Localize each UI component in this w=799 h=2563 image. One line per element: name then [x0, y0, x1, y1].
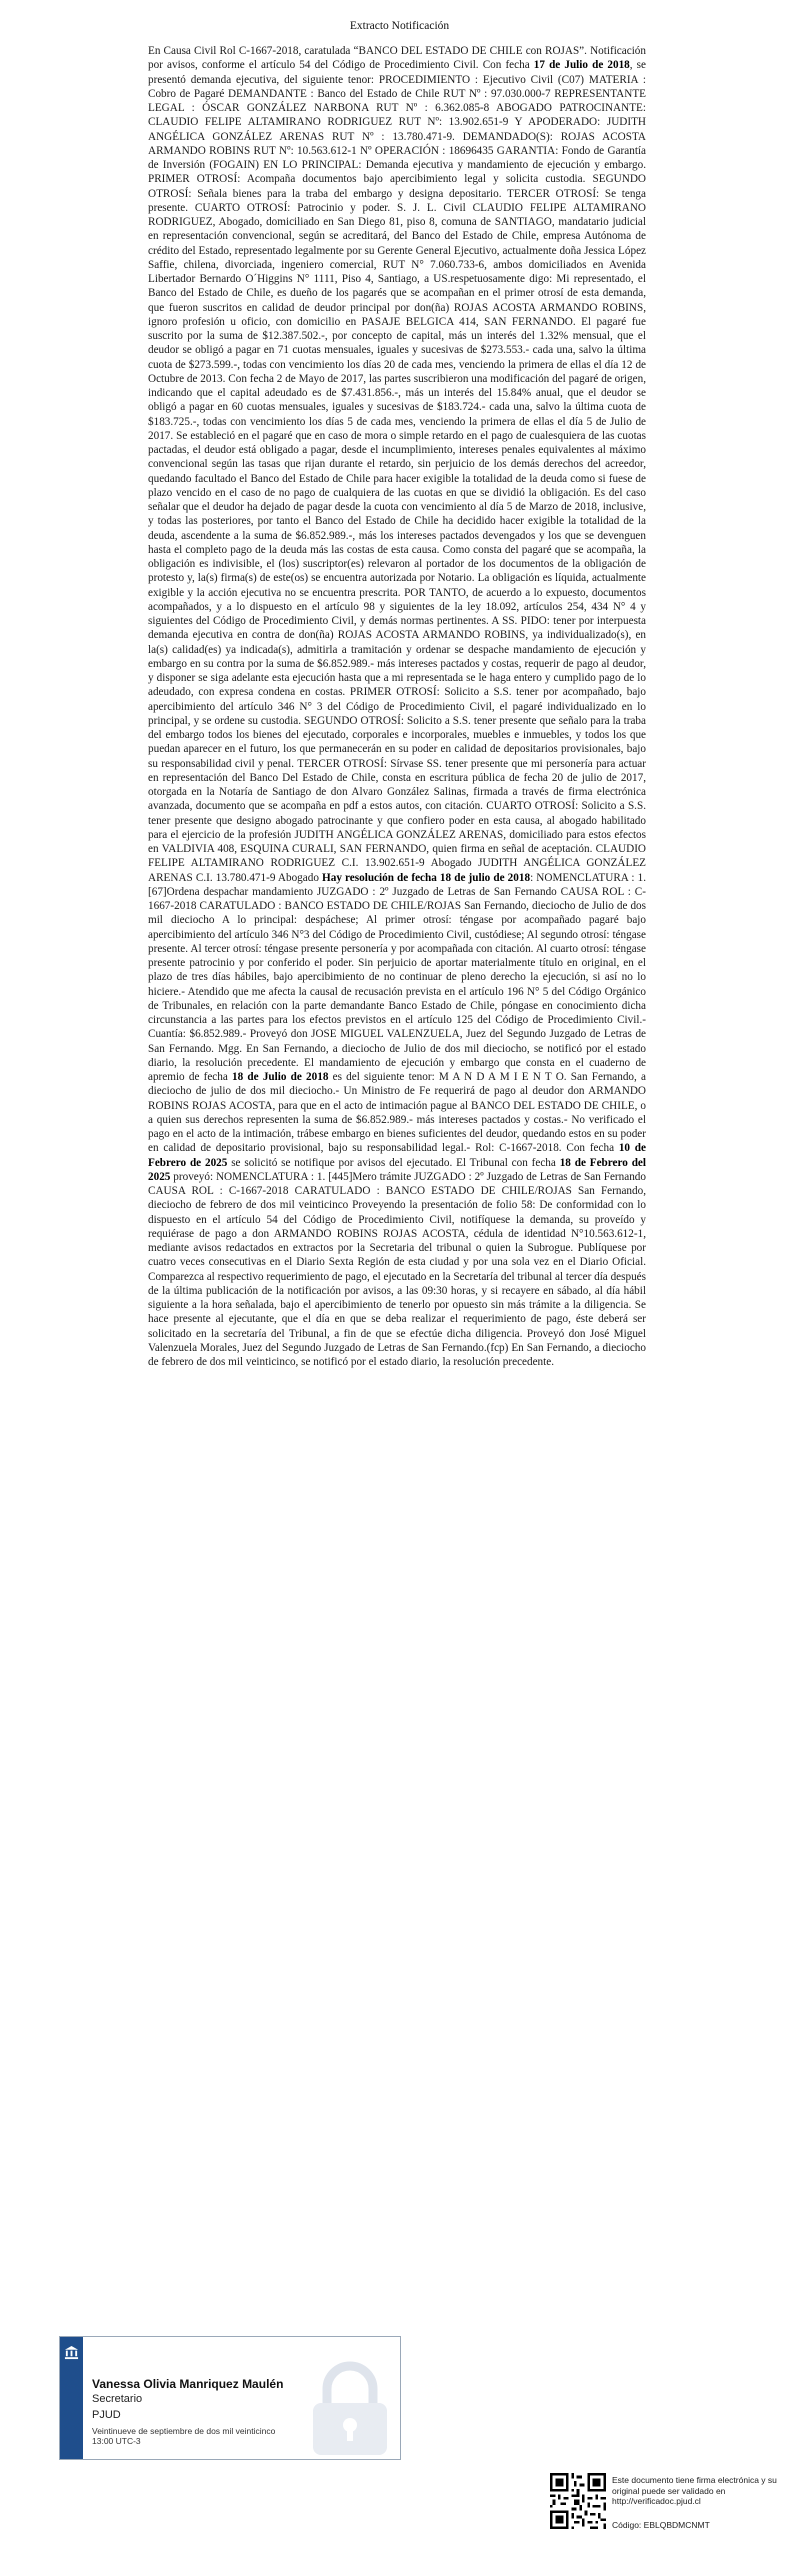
date-highlight: 10 de Febrero de 2025: [148, 1142, 646, 1169]
text-segment: proveyó: NOMENCLATURA : 1. [445]Mero trámite JUZGADO : 2º Juzgado de Letras de San Fernando CAUSA ROL : C-1667-2018 CARATULADO : BANCO ESTADO DE CHILE/ROJAS San Fernando, dieciocho de febrero de dos mil veinticinco Proveyendo la presentación de folio 58: De conformidad con lo dispuesto en el artículo 54 del Código de Procedimiento Civil, notifíquese la demanda, su proveído y requiérase de pago a don ARMANDO ROBINS ROJAS ACOSTA, cédula de identidad N°10.563.612-1, mediante avisos redactados en extractos por la Secretaria del tribunal o quien la Subrogue. Publíquese por cuatro veces consecutivas en el Diario Sexta Región de esta ciudad y por una sola vez en el Diario Oficial. Comparezca al respectivo requerimiento de pago, el ejecutado en la Secretaría del tribunal al tercer día después de la última publicación de la notificación por avisos, a las 09:30 horas, y si recayere en sábado, al día hábil siguiente a la hora señalada, bajo el apercibimiento de tenerlo por opuesto sin más trámite a la diligencia. Se hace presente al ejecutante, que el día en que se deba realizar el requerimiento de pago, éste deberá ser solicitado en la secretaría del Tribunal, a fin de que se efectúe dicha diligencia. Proveyó don José Miguel Valenzuela Morales, Juez del Segundo Juzgado de Letras de San Fernando.(fcp) En San Fernando, a dieciocho de febrero de dos mil veinticinco, se notificó por el estado diario, la resolución precedente.: [148, 1170, 646, 1368]
signature-datetime: Veintinueve de septiembre de dos mil veinticinco 13:00 UTC-3: [92, 2426, 276, 2446]
date-highlight: 17 de Julio de 2018: [533, 59, 630, 72]
text-segment: En Causa Civil Rol C-1667-2018, caratulada “BANCO DEL ESTADO DE CHILE con ROJAS”. Notificación por avisos, conforme el artículo 54 del Código de Procedimiento Civil. Con fecha: [148, 45, 646, 72]
resolution-highlight: Hay resolución de fecha 18 de julio de 2018: [322, 871, 531, 884]
text-segment: es del siguiente tenor: M A N D A M I E N T O. San Fernando, a dieciocho de julio de dos mil dieciocho.- Un Ministro de Fe requerirá de pago al deudor don ARMANDO ROBINS ROJAS ACOSTA, para que en el acto de intimación pague al BANCO DEL ESTADO DE CHILE, o a quien sus derechos representen la suma de $6.852.989.- más intereses pactados y costas.- No verificado el pago en el acto de la intimación, trábese embargo en bienes suficientes del deudor, quedando estos en su poder en calidad de depositario provisional, bajo su responsabilidad legal.- Rol: C-1667-2018. Con fecha: [148, 1071, 646, 1155]
courthouse-icon: [64, 2345, 79, 2360]
text-segment: , se presentó demanda ejecutiva, del siguiente tenor: PROCEDIMIENTO : Ejecutivo Civil (C07) MATERIA : Cobro de Pagaré DEMANDANTE : Banco del Estado de Chile RUT Nº : 97.030.000-7 REPRESENTANTE LEGAL : ÓSCAR GONZÁLEZ NARBONA RUT Nº : 6.362.085-8 ABOGADO PATROCINANTE: CLAUDIO FELIPE ALTAMIRANO RODRIGUEZ RUT Nº: 13.902.651-9 Y APODERADO: JUDITH ANGÉLICA GONZÁLEZ ARENAS RUT Nº : 13.780.471-9. DEMANDADO(S): ROJAS ACOSTA ARMANDO ROBINS RUT Nº: 10.563.612-1 Nº OPERACIÓN : 18696435 GARANTIA: Fondo de Garantía de Inversión (FOGAIN) EN LO PRINCIPAL: Demanda ejecutiva y mandamiento de ejecución y embargo. PRIMER OTROSÍ: Acompaña documentos bajo apercibimiento legal y solicita custodia. SEGUNDO OTROSÍ: Señala bienes para la traba del embargo y designa depositario. TERCER OTROSÍ: Se tenga presente. CUARTO OTROSÍ: Patrocinio y poder. S. J. L. Civil CLAUDIO FELIPE ALTAMIRANO RODRIGUEZ, Abogado, domiciliado en San Diego 81, piso 8, comuna de SANTIAGO, mandatario judicial en representación convencional, según se acreditará, del Banco del Estado de Chile, empresa Autónoma de crédito del Estado, representado legalmente por su Gerente General Ejecutivo, actualmente doña Jessica López Saffie, chilena, divorciada, ingeniero comercial, RUT N° 7.060.733-6, ambos domiciliados en Avenida Libertador Bernardo O´Higgins N° 1111, Piso 4, Santiago, a US.respetuosamente digo: Mi representado, el Banco del Estado de Chile, es dueño de los pagarés que se acompañan en el primer otrosí de esta demanda, que fueron suscritos en calidad de deudor principal por don(ña) ROJAS ACOSTA ARMANDO ROBINS, ignoro profesión u oficio, con domicilio en PASAJE BELGICA 414, SAN FERNANDO. El pagaré fue suscrito por la suma de $12.387.502.-, por concepto de capital, más un interés del 1.32% mensual, que el deudor se obligó a pagar en 71 cuotas mensuales, iguales y sucesivas de $273.553.- cada una, salvo la última cuota de $273.599.-, todas con vencimiento los días 20 de cada mes, venciendo la primera de ellas el día 12 de Octubre de 2013. Con fecha 2 de Mayo de 2017, las partes suscribieron una modificación del pagaré de origen, indicando que el capital adeudado es de $7.431.856.-, más un interés del 15.84% anual, que el deudor se obligó a pagar en 60 cuotas mensuales, iguales y sucesivas de $183.724.- cada una, salvo la última cuota de $183.725.-, todas con vencimiento los días 5 de cada mes, venciendo la primera de ellas el día 5 de Julio de 2017. Se estableció en el pagaré que en caso de mora o simple retardo en el pago de cualesquiera de las cuotas pactadas, el deudor está obligado a pagar, desde el incumplimiento, intereses penales equivalentes al máximo convencional según las tasas que rijan durante el retardo, sin perjuicio de los demás derechos del acreedor, quedando facultado el Banco del Estado de Chile para hacer exigible la totalidad de la deuda como si fuese de plazo vencido en el caso de no pago de cualquiera de las cuotas en que se dividió la obligación. Es del caso señalar que el deudor ha dejado de pagar desde la cuota con vencimiento al día 5 de Marzo de 2018, inclusive, y todas las posteriores, por tanto el Banco del Estado de Chile ha decidido hacer exigible la totalidad de la deuda, ascendente a la suma de $6.852.989.-, más los intereses pactados devengados y los que se devenguen hasta el completo pago de la deuda más las costas de esta causa. Como consta del pagaré que se acompaña, la obligación es indivisible, el (los) suscriptor(es) relevaron al portador de los documentos de la obligación de protesto y, la(s) firma(s) de este(os) se encuentra autorizada por Notario. La obligación es líquida, actualmente exigible y la acción ejecutiva no se encuentra prescrita. POR TANTO, de acuerdo a lo expuesto, documentos acompañados, y a lo dispuesto en el artículo 98 y siguientes de la ley 18.092, artículos 254, 434 N° 4 y siguientes del Código de Procedimiento Civil, y demás normas pertinentes. A SS. PIDO: tener por interpuesta demanda ejecutiva en contra de don(ña) ROJAS ACOSTA ARMANDO ROBINS, ya individualizado(s), en la(s) calidad(es) ya indicada(s), admitirla a tramitación y ordenar se despache mandamiento de ejecución y embargo en su contra por la suma de $6.852.989.- más intereses pactados y costas, requerir de pago al deudor, y disponer se siga adelante esta ejecución hasta que a mi representada se le haga entero y cumplido pago de lo adeudado, con expresa condena en costas. PRIMER OTROSÍ: Solicito a S.S. tener por acompañado, bajo apercibimiento del artículo 346 N° 3 del Código de Procedimiento Civil, el pagaré individualizado en lo principal, y se ordene su custodia. SEGUNDO OTROSÍ: Solicito a S.S. tener presente que señalo para la traba del embargo todos los bienes del ejecutado, corporales e incorporales, muebles e inmuebles, y todos los que puedan aparecer en el futuro, los que permanecerán en su poder en calidad de depositarios provisionales, bajo su responsabilidad civil y penal. TERCER OTROSÍ: Sírvase SS. tener presente que mi personería para actuar en representación del Banco Del Estado de Chile, consta en escritura pública de fecha 20 de julio de 2017, otorgada en la Notaría de Santiago de don Alvaro González Salinas, firmada a través de firma electrónica avanzada, documento que se acompaña en pdf a estos autos, con citación. CUARTO OTROSÍ: Solicito a S.S. tener presente que designo abogado patrocinante y que confiero poder en esta causa, al abogado habilitado para el ejercicio de la profesión JUDITH ANGÉLICA GONZÁLEZ ARENAS, domiciliado para estos efectos en VALDIVIA 408, ESQUINA CURALI, SAN FERNANDO, quien firma en señal de aceptación. CLAUDIO FELIPE ALTAMIRANO RODRIGUEZ C.I. 13.902.651-9 Abogado JUDITH ANGÉLICA GONZÁLEZ ARENAS C.I. 13.780.471-9 Abogado: [148, 59, 646, 884]
date-highlight: 18 de Julio de 2018: [232, 1071, 329, 1083]
verification-notice: Este documento tiene firma electrónica y su original puede ser validado en http://verificadoc.pjud.cl: [612, 2475, 777, 2506]
text-segment: se solicitó se notifique por avisos del ejecutado. El Tribunal con fecha: [227, 1156, 560, 1169]
text-segment: : NOMENCLATURA : 1. [67]Ordena despachar mandamiento JUZGADO : 2º Juzgado de Letras de San Fernando CAUSA ROL : C-1667-2018 CARATULADO : BANCO ESTADO DE CHILE/ROJAS San Fernando, dieciocho de Julio de dos mil dieciocho A lo principal: despáchese; Al primer otrosí: téngase por acompañado pagaré bajo apercibimiento del artículo 346 N°3 del Código de Procedimiento Civil, custódiese; Al segundo otrosí: téngase presente. Al tercer otrosí: téngase presente personería y por acompañada con citación. Al cuarto otrosí: téngase presente patrocinio y por conferido el poder. Sin perjuicio de aportar materialmente título en original, en el plazo de tres días hábiles, bajo apercibimiento de no continuar de pleno derecho la ejecución, si así no lo hiciere.- Atendido que me afecta la causal de recusación prevista en el artículo 196 N° 5 del Código Orgánico de Tribunales, en relación con la parte demandante Banco Estado de Chile, póngase en conocimiento dicha circunstancia a las partes para los efectos previstos en el artículo 125 del Código de Procedimiento Civil.- Cuantía: $6.852.989.- Proveyó don JOSE MIGUEL VALENZUELA, Juez del Segundo Juzgado de Letras de San Fernando. Mgg. En San Fernando, a dieciocho de Julio de dos mil dieciocho, se notificó por el estado diario, la resolución precedente. El mandamiento de ejecución y embargo que consta en el cuaderno de apremio de fecha: [148, 871, 646, 1083]
signer-organization: PJUD: [92, 2409, 121, 2421]
verification-code: Código: EBLQBDMCNMT: [612, 2520, 710, 2530]
qr-code-icon[interactable]: [550, 2473, 606, 2529]
signature-side-bar: [60, 2337, 83, 2459]
notification-body: [148, 44, 646, 1369]
electronic-signature-box: [59, 2336, 401, 2460]
lock-watermark-icon: [305, 2359, 395, 2457]
signer-role: Secretario: [92, 2393, 143, 2405]
page-title: Extracto Notificación: [349, 20, 450, 32]
date-highlight: 18 de Febrero del 2025: [148, 1156, 647, 1183]
signer-name: Vanessa Olivia Manriquez Maulén: [92, 2377, 284, 2391]
